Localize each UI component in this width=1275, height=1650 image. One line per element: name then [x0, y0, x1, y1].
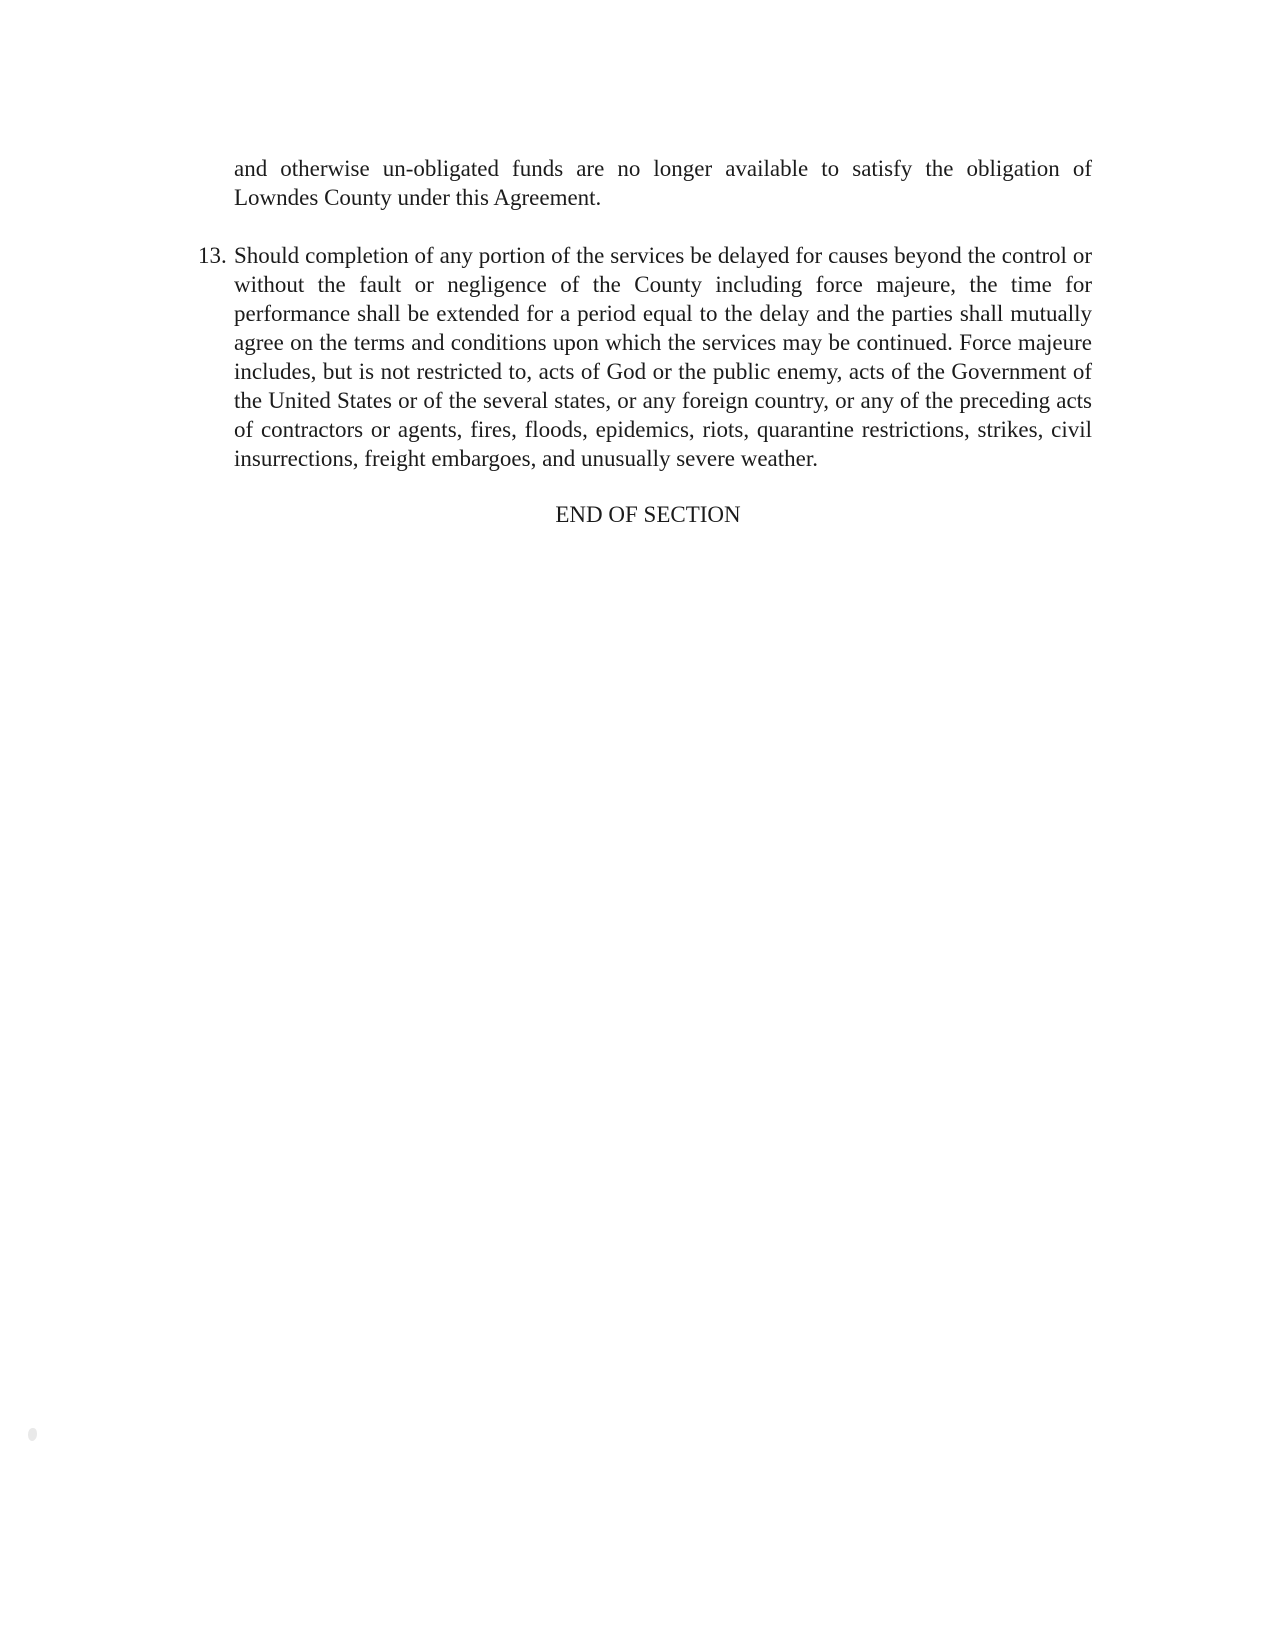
continuation-paragraph: and otherwise un-obligated funds are no longer available to satisfy the obligation of Lowndes County under this Agreement.	[234, 156, 1092, 210]
list-item-13	[198, 241, 1092, 473]
end-of-section-marker: END OF SECTION	[555, 502, 741, 527]
list-item-number: 13.	[198, 243, 227, 268]
list-item-text: Should completion of any portion of the services be delayed for causes beyond the control or without the fault or negligence of the County including force majeure, the time for performance shall be extended for a period equal to the delay and the parties shall mutually agree on the terms and conditions upon which the services may be continued. Force majeure includes, but is not restricted to, acts of God or the public enemy, acts of the Government of the United States or of the several states, or any foreign country, or any of the preceding acts of contractors or agents, fires, floods, epidemics, riots, quarantine restrictions, strikes, civil insurrections, freight embargoes, and unusually severe weather.	[234, 243, 1092, 471]
scan-artifact	[28, 1428, 37, 1441]
page-content	[198, 154, 1092, 529]
